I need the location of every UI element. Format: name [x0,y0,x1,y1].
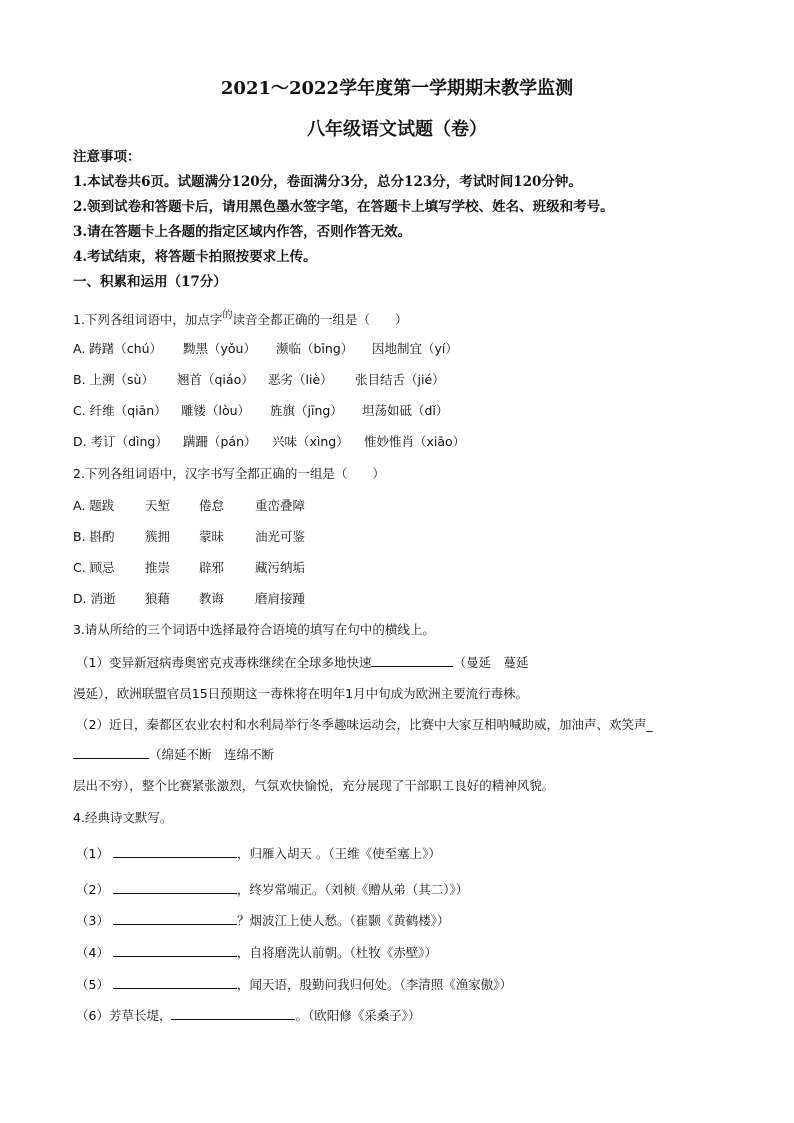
q4-2-blank[interactable] [113,881,237,894]
q4-item-1 [76,845,441,863]
q2-d-2: 狼藉 [145,591,171,606]
exam-title: 2021～2022学年度第一学期期末教学监测 [220,78,574,99]
q4-3-text: ？烟波江上使人愁。（崔颢《黄鹤楼》） [236,913,450,928]
q3-part2-line1: （2）近日，秦都区农业农村和水利局举行冬季趣味运动会，比赛中大家互相呐喊助威，加油声、欢笑声_ [76,717,653,732]
q1-a-4: 因地制宜（yí） [372,341,458,356]
q2-d-3: 教诲 [199,591,225,606]
q4-5-blank[interactable] [113,976,237,989]
q1-d-1: D. 考订（dìng） [73,434,168,449]
q3-part1-line1 [76,654,528,672]
q1-b-3: 恶劣（liè） [268,372,333,387]
section-heading: 一、积累和运用（17分） [73,274,227,290]
q2-b-2: 簇拥 [145,529,171,544]
notice-heading: 注意事项： [73,149,141,165]
q1-c-2: 雕镂（lòu） [181,403,251,418]
q2-b-1: B. 斟酌 [73,529,115,544]
q1-option-b [73,371,445,389]
q3-part2-choices: （绵延不断 连绵不断 [149,747,275,762]
q1-b-4: 张目结舌（jié） [355,372,445,387]
q4-6-blank[interactable] [171,1007,295,1020]
q2-option-b [73,528,305,546]
q4-6-text-a: 芳草长堤， [108,1008,172,1023]
q1-b-1: B. 上溯（sù） [73,372,154,387]
q2-a-1: A. 题跋 [73,498,115,513]
q4-1-num: （1） [76,846,109,861]
q1-a-3: 濒临（bīng） [276,341,354,356]
q2-c-4: 藏污纳垢 [255,560,306,575]
q1-stem-text-b: 读音全都正确的一组是（ ） [232,312,408,327]
q1-stem [73,307,407,329]
q1-stem-superscript: 的 [222,310,233,321]
q2-c-1: C. 顾忌 [73,560,115,575]
q3-stem: 3.请从所给的三个词语中选择最符合语境的填写在句中的横线上。 [73,622,435,637]
q2-b-4: 油光可鉴 [255,529,306,544]
q1-c-1: C. 纤维（qiān） [73,403,167,418]
q1-option-d [73,433,465,451]
q1-b-2: 翘首（qiáo） [177,372,254,387]
q4-6-text-b: 。（欧阳修《采桑子》） [295,1008,421,1023]
q4-item-2 [76,881,468,899]
q2-option-d [73,590,305,608]
q4-4-num: （4） [76,945,109,960]
q1-a-1: A. 踌躇（chú） [73,341,162,356]
q3-part2-blank[interactable] [73,746,149,759]
q4-item-5 [76,976,512,994]
q4-item-4 [76,944,437,962]
q1-stem-text-a: 1.下列各组词语中，加点字 [73,312,223,327]
q1-d-2: 蹒跚（pán） [183,434,257,449]
q4-1-blank[interactable] [113,845,237,858]
q3-part1-text: （1）变异新冠病毒奥密克戎毒株继续在全球多地快速 [76,655,372,670]
q4-2-num: （2） [76,882,109,897]
notice-item-3: 3.请在答题卡上各题的指定区域内作答，否则作答无效。 [73,224,412,240]
q2-option-c [73,559,305,577]
q2-stem: 2.下列各组词语中，汉字书写全都正确的一组是（ ） [73,466,385,481]
q2-c-2: 推崇 [145,560,171,575]
q2-d-4: 磨肩接踵 [255,591,306,606]
q3-part1-line2: 漫延），欧洲联盟官员15日预期这一毒株将在明年1月中旬成为欧洲主要流行毒株。 [73,686,529,701]
q4-3-blank[interactable] [113,912,237,925]
q2-a-4: 重峦叠障 [255,498,306,513]
q4-2-text: ，终岁常端正。（刘桢《赠从弟（其二）》） [236,882,469,897]
q3-part1-choices: （曼延 蔓延 [453,655,529,670]
q1-option-a [73,340,458,358]
q1-option-c [73,402,448,420]
q4-5-num: （5） [76,977,109,992]
notice-item-2: 2.领到试卷和答题卡后，请用黑色墨水签字笔，在答题卡上填写学校、姓名、班级和考号。 [73,199,614,215]
q3-part2-line2 [73,746,274,764]
q3-part2-line3: 层出不穷），整个比赛紧张激烈，气氛欢快愉悦，充分展现了干部职工良好的精神风貌。 [73,778,555,793]
q4-5-text: ，闻天语，殷勤问我归何处。（李清照《渔家傲》） [236,977,512,992]
notice-item-1: 1.本试卷共6页。试题满分120分，卷面满分3分，总分123分，考试时间120分钟。 [73,174,582,190]
q1-d-4: 惟妙惟肖（xiāo） [364,434,466,449]
notice-item-4: 4.考试结束，将答题卡拍照按要求上传。 [73,249,317,265]
q3-part1-blank[interactable] [371,654,453,667]
q2-a-2: 天堑 [145,498,171,513]
q4-6-num: （6） [76,1008,109,1023]
q4-4-text: ，自将磨洗认前朝。（杜牧《赤壁》） [236,945,437,960]
q2-d-1: D. 消逝 [73,591,116,606]
q1-d-3: 兴味（xìng） [272,434,349,449]
q4-4-blank[interactable] [113,944,237,957]
q2-c-3: 辟邪 [199,560,225,575]
q1-a-2: 黝黑（yǒu） [183,341,256,356]
q4-item-6 [76,1007,420,1025]
q4-1-text: ，归雁入胡天 。（王维《使至塞上》） [236,846,441,861]
exam-subtitle: 八年级语文试题（卷） [307,119,487,140]
q4-item-3 [76,912,449,930]
q4-3-num: （3） [76,913,109,928]
q2-option-a [73,497,305,515]
q1-c-3: 旌旗（jīng） [270,403,343,418]
q2-b-3: 蒙昧 [199,529,225,544]
q1-c-4: 坦荡如砥（dǐ） [362,403,449,418]
q2-a-3: 倦怠 [199,498,225,513]
q4-stem: 4.经典诗文默写。 [73,810,173,825]
